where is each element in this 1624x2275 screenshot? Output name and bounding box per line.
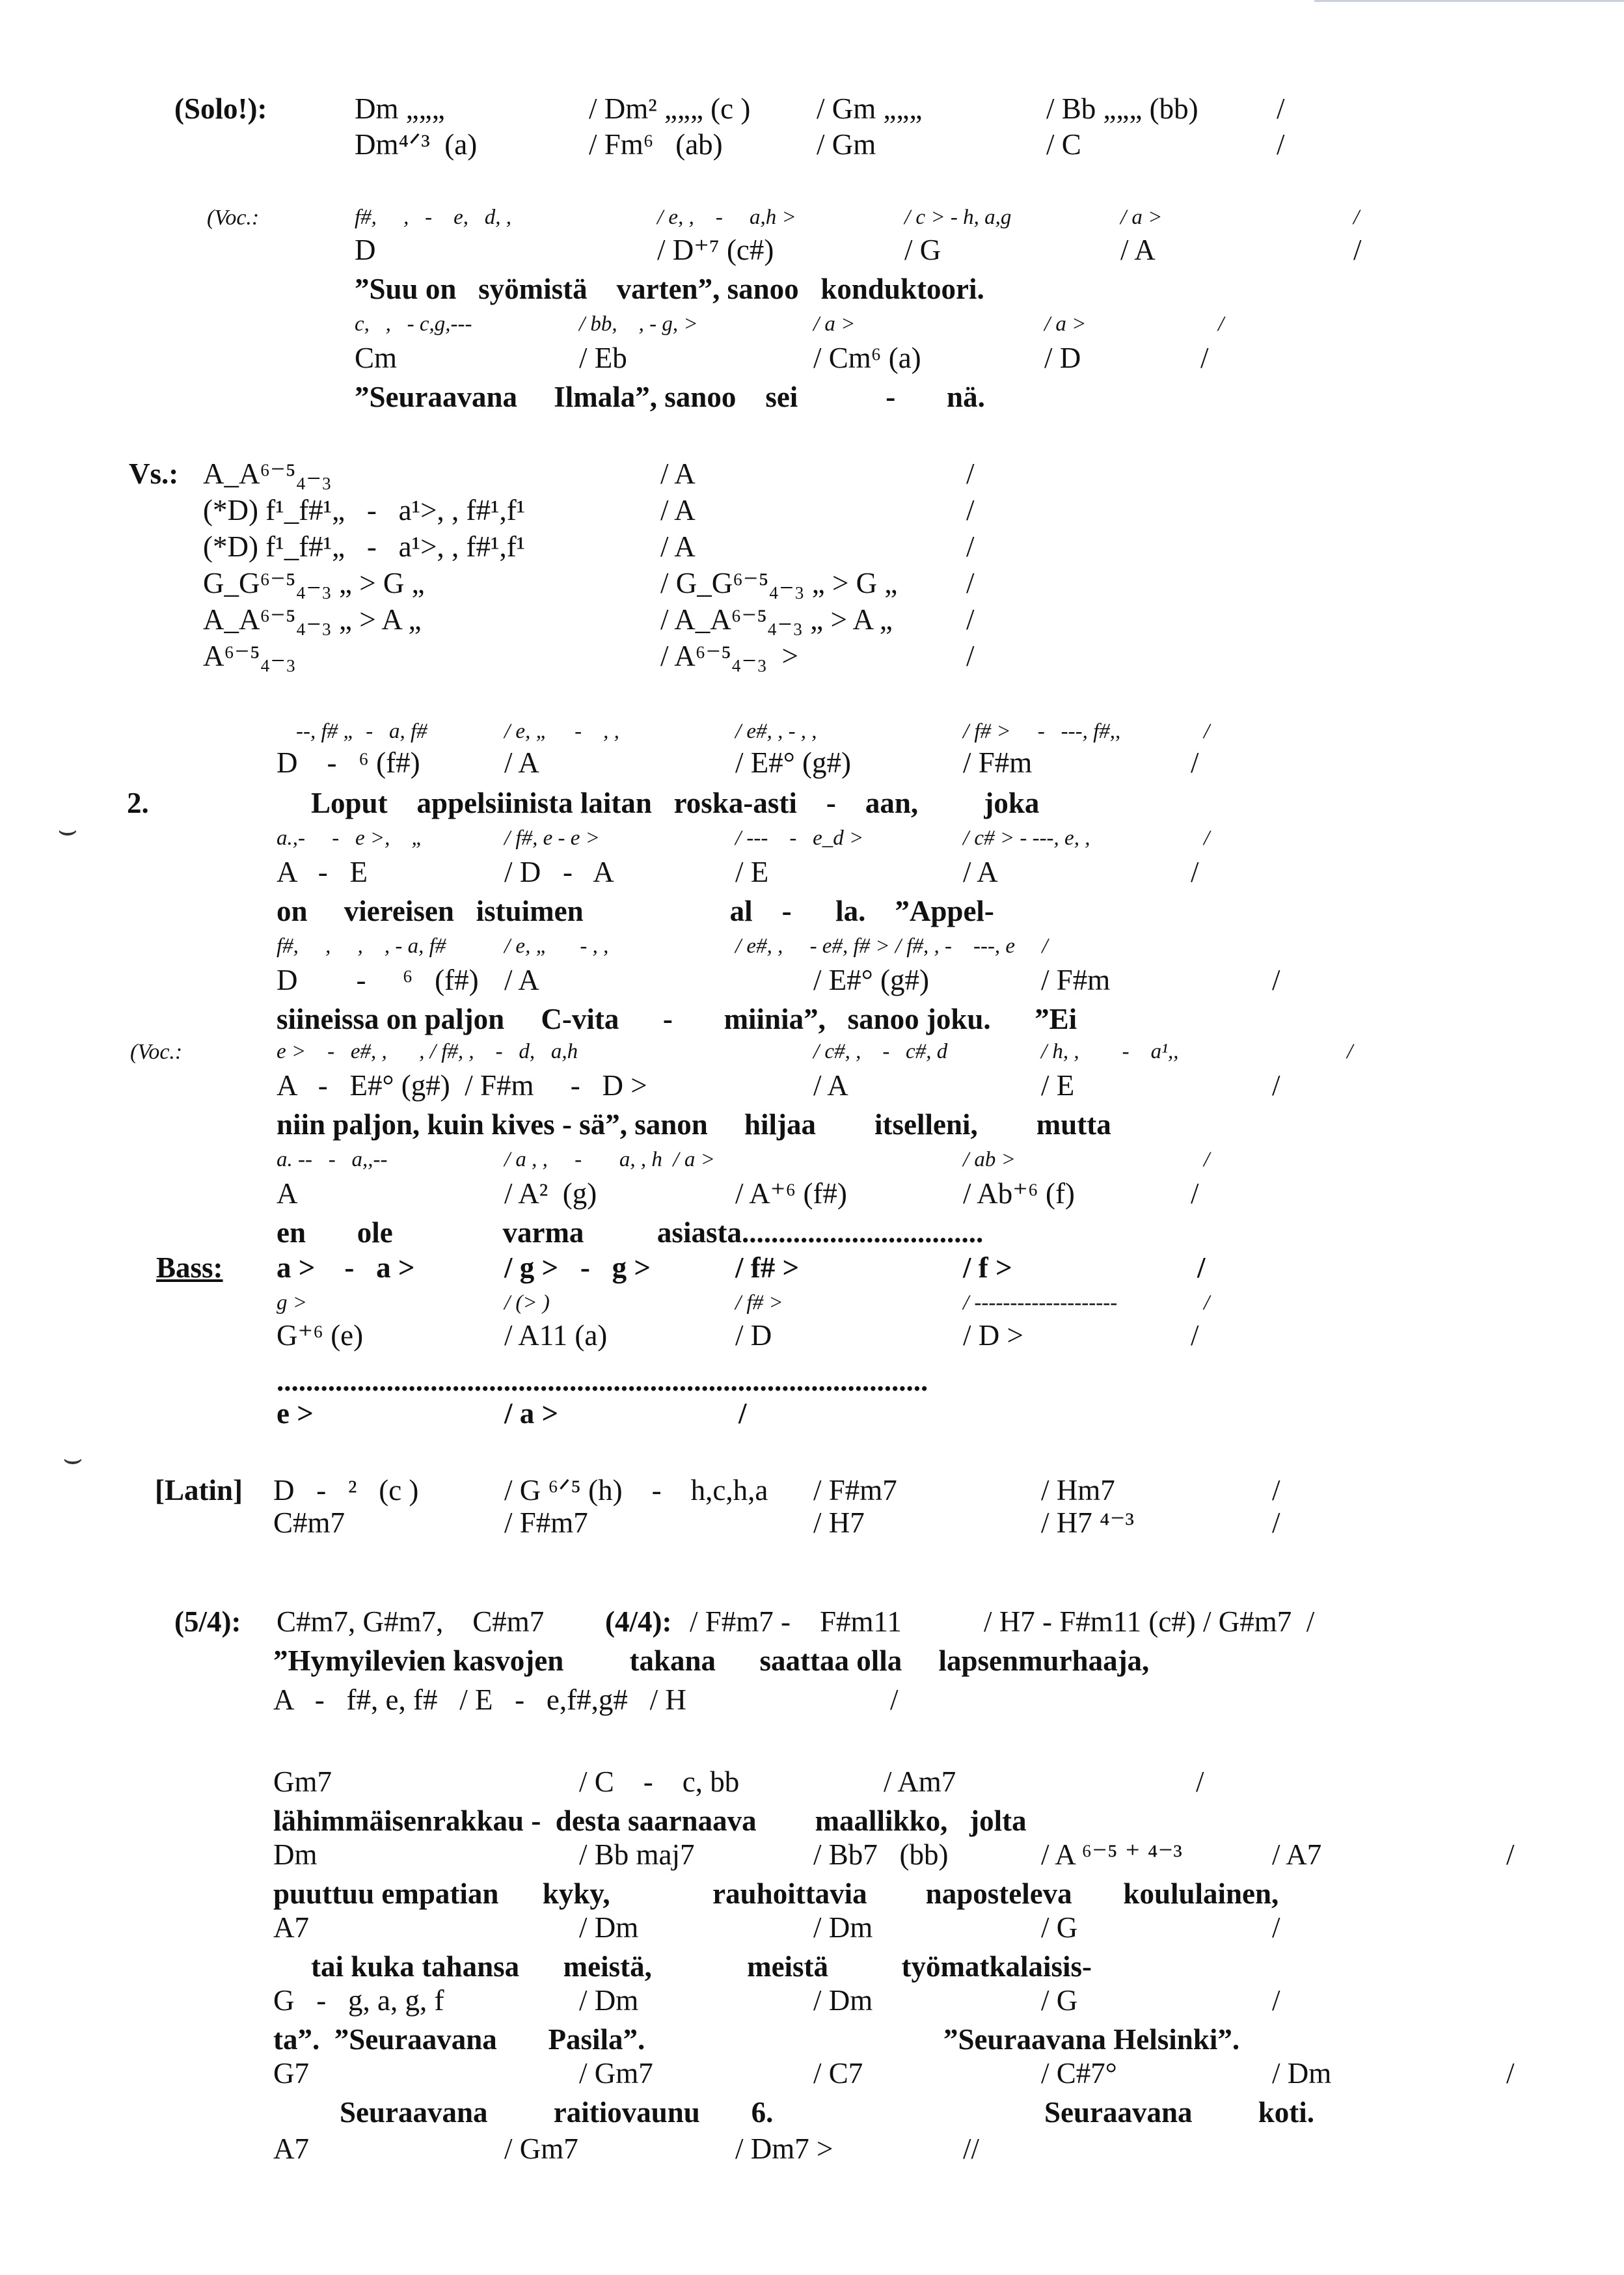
chord-line: / D: [1044, 342, 1081, 374]
lyric-line: en ole varma asiasta.................................: [277, 1216, 984, 1249]
chord-line: / F#m: [963, 746, 1033, 779]
chord-line: /: [1277, 128, 1285, 161]
melody-line: / e#, , - e#, f# > / f#, , - ---, e /: [735, 934, 1048, 958]
chord-line: / A: [963, 856, 998, 888]
section-label: (Solo!):: [174, 92, 267, 125]
lyric-line: ”Suu on syömistä varten”, sanoo konduktoori.: [355, 273, 984, 305]
melody-line: /: [1204, 720, 1210, 743]
chord-line: / Dm² „„„ (c ): [589, 92, 751, 125]
melody-line: e > - e#, , , / f#, , - d, a,h: [277, 1040, 578, 1063]
chord-line: / H7: [813, 1506, 865, 1539]
melody-line: / f# > - ---, f#,,: [963, 720, 1121, 743]
lyric-line: tai kuka tahansa meistä, meistä työmatkalaisis-: [311, 1950, 1092, 1983]
chord-line: /: [1272, 1069, 1280, 1102]
chord-line: / Bb7 (bb): [813, 1838, 949, 1871]
melody-line: / a >: [1044, 312, 1087, 336]
chord-line: /: [1272, 1474, 1280, 1506]
melody-line: / e, , - a,h >: [657, 206, 796, 229]
chord-line: A - E#° (g#) / F#m - D >: [277, 1069, 647, 1102]
chord-line: D - ⁶ (f#): [277, 964, 479, 996]
chord-line: /: [966, 567, 975, 599]
chord-line: / Dm: [579, 1984, 639, 2017]
chord-line: A: [277, 1177, 298, 1210]
chord-line: / C: [1046, 128, 1081, 161]
chord-line: / G: [1041, 1984, 1078, 2017]
chord-line: /: [1277, 92, 1285, 125]
chord-line: A - f#, e, f# / E - e,f#,g# / H: [273, 1683, 686, 1716]
chord-line: / Gm7: [504, 2132, 578, 2165]
chord-line: /: [1196, 1765, 1204, 1798]
lyric-line: .........................................................................................: [277, 1365, 928, 1397]
section-label: /: [738, 1397, 747, 1430]
lyric-line: siineissa on paljon C-vita - miinia”, sanoo joku. ”Ei: [277, 1003, 1077, 1035]
melody-line: / c > - h, a,g: [904, 206, 1012, 229]
lyric-line: ”Seuraavana Ilmala”, sanoo sei - nä.: [355, 381, 985, 413]
lyric-line: Seuraavana koti.: [1044, 2096, 1315, 2129]
section-label: /: [1197, 1251, 1206, 1284]
section-label: Bass:: [156, 1251, 223, 1284]
chord-line: / Gm „„„: [817, 92, 923, 125]
chord-line: / A7: [1272, 1838, 1322, 1871]
voice-tag: (Voc.:: [207, 206, 260, 230]
chord-line: (*D) f¹_f#¹„ - a¹>, , f#¹,f¹: [203, 530, 526, 563]
chord-line: / Bb maj7: [579, 1838, 695, 1871]
chord-line: (*D) f¹_f#¹„ - a¹>, , f#¹,f¹: [203, 494, 526, 526]
chord-line: G⁺⁶ (e): [277, 1319, 364, 1352]
lyric-line: ”Hymyilevien kasvojen takana saattaa olla lapsenmurhaaja,: [273, 1644, 1150, 1677]
chord-line: /: [1191, 1177, 1199, 1210]
chord-line: / Fm⁶ (ab): [589, 128, 723, 161]
section-label: / g > - g >: [504, 1251, 651, 1284]
melody-line: /: [1347, 1040, 1353, 1063]
chord-line: G - g, a, g, f: [273, 1984, 444, 2017]
chord-line: / H7 ⁴⁻³: [1041, 1506, 1134, 1539]
chord-line: G_G⁶⁻⁵₄₋₃ „ > G „: [203, 567, 425, 599]
lyric-line: on viereisen istuimen al - la. ”Appel-: [277, 895, 994, 927]
chord-line: D - ⁶ (f#): [277, 746, 420, 779]
chord-line: / C#7°: [1041, 2057, 1117, 2090]
melody-line: / c# > - ---, e, ,: [963, 826, 1090, 850]
chord-line: / A⁺⁶ (f#): [735, 1177, 847, 1210]
melody-line: / f#, e - e >: [504, 826, 600, 850]
chord-line: A - E: [277, 856, 368, 888]
chord-line: / Dm: [813, 1911, 873, 1944]
chord-line: / A: [1120, 234, 1156, 266]
melody-line: / e#, , - , ,: [735, 720, 817, 743]
chord-line: / Dm: [813, 1984, 873, 2017]
chord-line: A_A⁶⁻⁵₄₋₃: [203, 457, 332, 490]
section-label: e >: [277, 1397, 314, 1430]
chord-line: / A_A⁶⁻⁵₄₋₃ „ > A „: [660, 603, 893, 636]
chord-line: / Eb: [579, 342, 627, 374]
chord-line: /: [966, 494, 975, 526]
chord-line: A7: [273, 1911, 309, 1944]
chord-line: / Dm: [579, 1911, 639, 1944]
melody-line: / a >: [1120, 206, 1163, 229]
melody-line: a. -- - a,,--: [277, 1148, 388, 1171]
chord-line: / D >: [963, 1319, 1023, 1352]
melody-line: / bb, , - g, >: [579, 312, 698, 336]
chord-line: /: [890, 1683, 899, 1716]
chord-line: / D - A: [504, 856, 614, 888]
section-label: Vs.:: [129, 457, 179, 490]
chord-line: /: [1191, 856, 1199, 888]
section-label: / f# >: [735, 1251, 800, 1284]
chord-line: Gm7: [273, 1765, 332, 1798]
chord-line: / D: [735, 1319, 772, 1352]
melody-line: --, f# „ - a, f#: [296, 720, 427, 743]
chord-line: /: [1353, 234, 1362, 266]
lyric-line: ”Seuraavana Helsinki”.: [943, 2023, 1240, 2056]
chord-line: / G ⁶ᐟ⁵ (h) - h,c,h,a: [504, 1474, 768, 1506]
chord-line: / Dm: [1272, 2057, 1332, 2090]
chord-line: /: [966, 603, 975, 636]
chord-line: / F#m7: [813, 1474, 897, 1506]
melody-line: / e, „ - , ,: [504, 934, 609, 958]
chord-line: /: [1506, 2057, 1515, 2090]
chord-line: /: [966, 640, 975, 672]
melody-line: /: [1204, 1148, 1210, 1171]
chord-line: / A: [504, 964, 539, 996]
chord-line: / G: [1041, 1911, 1078, 1944]
melody-line: /: [1204, 826, 1210, 850]
voice-tag: (Voc.:: [130, 1040, 183, 1064]
lyric-line: puuttuu empatian kyky, rauhoittavia naposteleva koululainen,: [273, 1877, 1279, 1910]
chord-line: / A ⁶⁻⁵ ⁺ ⁴⁻³: [1041, 1838, 1182, 1871]
chord-line: Cm: [355, 342, 398, 374]
chord-line: /: [1191, 1319, 1199, 1352]
chord-line: / A² (g): [504, 1177, 597, 1210]
chord-line: / C - c, bb: [579, 1765, 740, 1798]
chord-line: / Ab⁺⁶ (f): [963, 1177, 1075, 1210]
melody-line: / a >: [813, 312, 856, 336]
chord-line: /: [1272, 1506, 1280, 1539]
lyric-line: ta”. ”Seuraavana Pasila”.: [273, 2023, 645, 2056]
chord-line: / Bb „„„ (bb): [1046, 92, 1198, 125]
melody-line: g >: [277, 1291, 308, 1315]
chord-line: / C7: [813, 2057, 863, 2090]
chord-line: / A11 (a): [504, 1319, 608, 1352]
chord-line: / Dm7 >: [735, 2132, 833, 2165]
melody-line: f#, , - e, d, ,: [355, 206, 512, 229]
chord-line: / A: [504, 746, 539, 779]
lyric-line: lähimmäisenrakkau - desta saarnaava maallikko, jolta: [273, 1805, 1027, 1837]
chord-line: C#m7, G#m7, C#m7: [277, 1605, 545, 1638]
chord-line: / Am7: [884, 1765, 956, 1798]
chord-line: Dm „„„: [355, 92, 445, 125]
chord-line: /: [966, 530, 975, 563]
melody-line: c, , - c,g,---: [355, 312, 472, 336]
chord-line: C#m7: [273, 1506, 345, 1539]
melody-line: f#, , , , - a, f#: [277, 934, 446, 958]
chord-line: Dm⁴ᐟ³ (a): [355, 128, 478, 161]
chord-line: /: [1506, 1838, 1515, 1871]
section-label: [Latin]: [155, 1474, 243, 1506]
chord-line: / E: [1041, 1069, 1075, 1102]
chord-line: / A⁶⁻⁵₄₋₃ >: [660, 640, 798, 672]
chord-line: / H7 - F#m11 (c#) / G#m7 /: [984, 1605, 1315, 1638]
chord-line: / A: [660, 494, 696, 526]
melody-line: / f# >: [735, 1291, 783, 1315]
melody-line: / ab >: [963, 1148, 1016, 1171]
chord-line: /: [1272, 1911, 1280, 1944]
melody-line: / c#, , - c#, d: [813, 1040, 948, 1063]
chord-line: / A: [660, 530, 696, 563]
melody-line: / --------------------: [963, 1291, 1118, 1315]
lyric-line: niin paljon, kuin kives - sä”, sanon hiljaa itselleni, mutta: [277, 1108, 1111, 1141]
chord-line: /: [1272, 1984, 1280, 2017]
chord-line: / G_G⁶⁻⁵₄₋₃ „ > G „: [660, 567, 898, 599]
chord-line: / D⁺⁷ (c#): [657, 234, 774, 266]
section-label: (4/4):: [605, 1605, 672, 1638]
scan-top-edge-line: [1314, 0, 1624, 2]
section-label: 2.: [127, 787, 149, 819]
chord-line: / A: [813, 1069, 848, 1102]
chord-line: / Gm7: [579, 2057, 653, 2090]
section-label: / a >: [504, 1397, 559, 1430]
melody-line: /: [1204, 1291, 1210, 1315]
chord-line: A7: [273, 2132, 309, 2165]
lyric-line: Seuraavana raitiovaunu 6.: [340, 2096, 774, 2129]
section-label: a > - a >: [277, 1251, 415, 1284]
chord-line: /: [966, 457, 975, 490]
chord-line: / Cm⁶ (a): [813, 342, 921, 374]
chord-line: /: [1191, 746, 1199, 779]
chord-line: / G: [904, 234, 941, 266]
melody-line: / (> ): [504, 1291, 550, 1315]
chord-line: / Gm: [817, 128, 876, 161]
melody-line: / --- - e_d >: [735, 826, 864, 850]
chord-line: / E: [735, 856, 769, 888]
melody-line: /: [1218, 312, 1225, 336]
chord-line: /: [1272, 964, 1280, 996]
section-label: / f >: [963, 1251, 1012, 1284]
chord-line: D: [355, 234, 376, 266]
chord-line: / F#m: [1041, 964, 1111, 996]
chord-line: A⁶⁻⁵₄₋₃: [203, 640, 296, 672]
chord-line: / F#m7 - F#m11: [690, 1605, 902, 1638]
chord-line: / E#° (g#): [735, 746, 851, 779]
melody-line: / a , , - a, , h / a >: [504, 1148, 715, 1171]
chord-line: / Hm7: [1041, 1474, 1115, 1506]
section-label: (5/4):: [174, 1605, 241, 1638]
melody-line: / h, , - a¹,,: [1041, 1040, 1179, 1063]
margin-mark: ⌣: [57, 813, 78, 847]
chord-line: //: [963, 2132, 980, 2165]
chord-line: / E#° (g#): [813, 964, 929, 996]
chord-line: /: [1200, 342, 1209, 374]
chord-line: G7: [273, 2057, 309, 2090]
lyric-line: Loput appelsiinista laitan roska-asti - aan, joka: [311, 787, 1040, 819]
melody-line: /: [1353, 206, 1360, 229]
chord-line: / F#m7: [504, 1506, 588, 1539]
chord-line: A_A⁶⁻⁵₄₋₃ „ > A „: [203, 603, 422, 636]
melody-line: a.,- - e >, „: [277, 826, 424, 850]
melody-line: / e, „ - , ,: [504, 720, 619, 743]
chord-line: / A: [660, 457, 696, 490]
margin-mark: ⌣: [62, 1441, 83, 1476]
chord-line: Dm: [273, 1838, 318, 1871]
chord-line: D - ² (c ): [273, 1474, 419, 1506]
